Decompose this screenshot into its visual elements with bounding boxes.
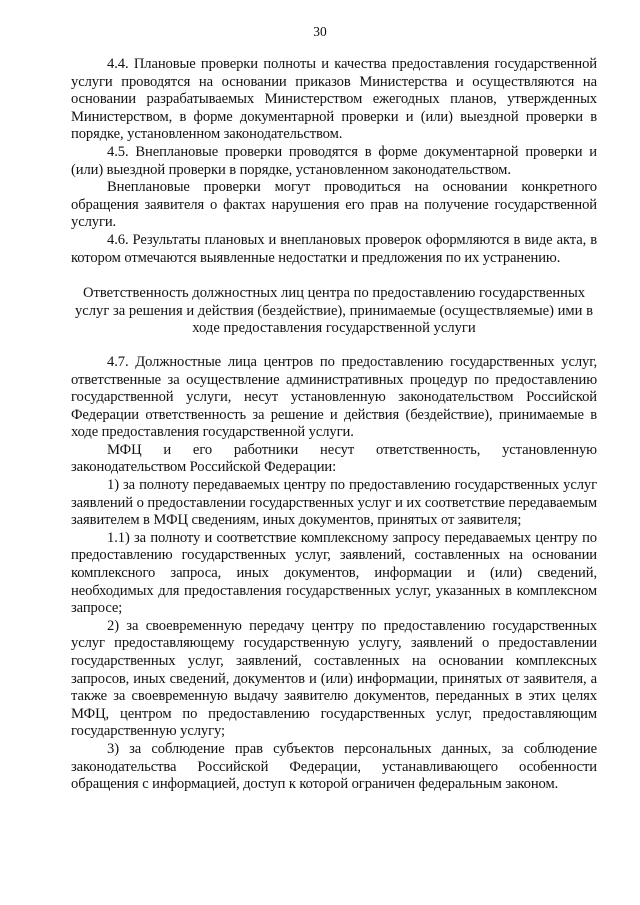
paragraph-4-7: 4.7. Должностные лица центров по предоставлению государственных услуг, ответственные за осуществление административных процедур по предоставлению государственной услуги, несут установленную законодательством Российской Федерации ответственность за решение и действия (бездействие), принимаемые в ходе предоставления государственной услуги. (71, 353, 597, 441)
document-body (71, 56, 597, 794)
paragraph-unscheduled-inspections: Внеплановые проверки могут проводиться на основании конкретного обращения заявителя о фактах нарушения его прав на получение государственной услуги. (71, 179, 597, 231)
list-item-1-1: 1.1) за полноту и соответствие комплексному запросу передаваемых центру по предоставлению государственных услуг, заявлений, составленных на основании комплексного запроса, иных документов, информации и (или) сведений, необходимых для предоставления государственных услуг, указанных в комплексном запросе; (71, 529, 597, 617)
paragraph-4-5: 4.5. Внеплановые проверки проводятся в форме документарной проверки и (или) выездной проверки в порядке, установленном законодательством. (71, 143, 597, 178)
list-item-3: 3) за соблюдение прав субъектов персональных данных, за соблюдение законодательства Российской Федерации, устанавливающего особенности обращения с информацией, доступ к которой ограничен федеральным законом. (71, 740, 597, 793)
paragraph-mfc-responsibility: МФЦ и его работники несут ответственность, установленную законодательством Российской Федерации: (71, 441, 597, 476)
paragraph-4-6: 4.6. Результаты плановых и внеплановых проверок оформляются в виде акта, в котором отмечаются выявленные недостатки и предложения по их устранению. (71, 231, 597, 266)
list-item-2: 2) за своевременную передачу центру по предоставлению государственных услуг предоставляющему государственную услугу, заявлений о предоставлении государственных услуг, заявлений, составленных на основании комплексных запросов, иных сведений, документов и (или) информации, принятых от заявителя, а также за своевременную выдачу заявителю документов, переданных в этих целях МФЦ, центром по предоставлению государственных услуг, предоставляющим государственную услугу; (71, 617, 597, 740)
list-item-1: 1) за полноту передаваемых центру по предоставлению государственных услуг заявлений о предоставлении государственных услуг и их соответствие передаваемым заявителем в МФЦ сведениям, иных документов, принятых от заявителя; (71, 477, 597, 529)
section-title: Ответственность должностных лиц центра по предоставлению государственных услуг за решения и действия (бездействие), принимаемые (осуществляемые) ими в ходе предоставления государственной услуги (75, 285, 594, 337)
paragraph-4-4: 4.4. Плановые проверки полноты и качества предоставления государственной услуги проводятся на основании приказов Министерства и осуществляются на основании разрабатываемых Министерством ежегодных планов, утвержденных Министерством, в форме документарной проверки и (или) выездной проверки в порядке, установленном законодательством. (71, 56, 597, 143)
page-number: 30 (313, 24, 327, 39)
